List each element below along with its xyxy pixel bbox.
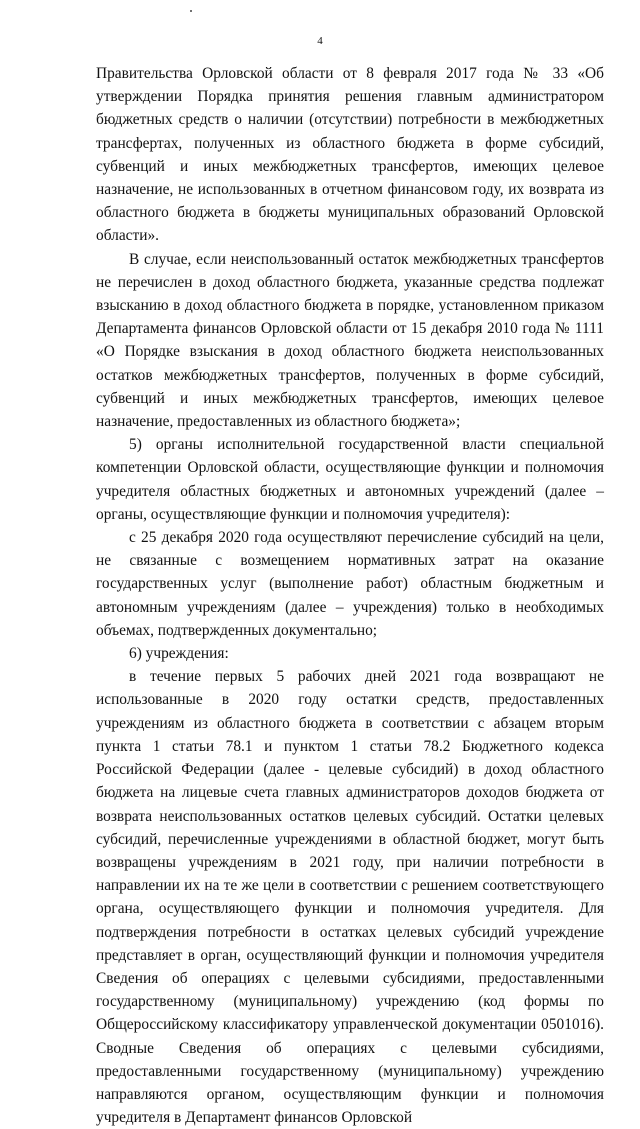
paragraph-item-6: 6) учреждения: <box>129 645 229 663</box>
paragraph-item-6-return: в течение первых 5 рабочих дней 2021 года возвращают не использованные в 2020 году остатки средств, предоставленных учреждениям из областного бюджета в соответствии с абзацем вторым пункта 1 статьи 78.1 и пунктом 1 статьи 78.2 Бюджетного кодекса Российской Федерации (далее - целевые субсидий) в доход областного бюджета на лицевые счета главных администраторов доходов бюджета от возврата неиспользованных остатков целевых субсидий. Остатки целевых субсидий, перечисленные учреждениями в областной бюджет, могут быть возвращены учреждениям в 2021 году, при наличии потребности в направлении их на те же цели в соответствии с решением соответствующего органа, осуществляющего функции и полномочия учредителя. Для подтверждения потребности в остатках целевых субсидий учреждение представляет в орган, осуществляющий функции и полномочия учредителя Сведения об операциях с целевыми субсидиями, предоставленными государственному (муниципальному) учреждению (код формы по Общероссийскому классификатору управленческой документации 0501016). Сводные Сведения об операциях с целевыми субсидиями, предоставленными государственному (муниципальному) учреждению направляются органом, осуществляющим функции и полномочия учредителя в Департамент финансов Орловской <box>96 668 604 1127</box>
page-number: 4 <box>317 35 323 47</box>
paragraph-item-5: 5) органы исполнительной государственной власти специальной компетенции Орловской области, осуществляющие функции и полномочия учредителя областных бюджетных и автономных учреждений (далее – органы, осуществляющие функции и полномочия учредителя): <box>96 436 604 523</box>
paragraph-continuation: Правительства Орловской области от 8 февраля 2017 года № 33 «Об утверждении Порядка принятия решения главным администратором бюджетных средств о наличии (отсутствии) потребности в межбюджетных трансфертах, полученных из областного бюджета в форме субсидий, субвенций и иных межбюджетных трансфертов, имеющих целевое назначение, не использованных в отчетном финансовом году, их возврата из областного бюджета в бюджеты муниципальных образований Орловской области». <box>96 65 604 245</box>
scan-artifact <box>190 10 192 12</box>
paragraph-unused-balance: В случае, если неиспользованный остаток межбюджетных трансфертов не перечислен в доход областного бюджета, указанные средства подлежат взысканию в доход областного бюджета в порядке, установленном приказом Департамента финансов Орловской области от 15 декабря 2010 года № 1111 «О Порядке взыскания в доход областного бюджета неиспользованных остатков межбюджетных трансфертов, полученных в форме субсидий, субвенций и иных межбюджетных трансфертов, имеющих целевое назначение, предоставленных из областного бюджета»; <box>96 250 604 431</box>
paragraph-item-5-subsidies: с 25 декабря 2020 года осуществляют перечисление субсидий на цели, не связанные с возмещением нормативных затрат на оказание государственных услуг (выполнение работ) областным бюджетным и автономным учреждениям (далее – учреждения) только в необходимых объемах, подтвержденных документально; <box>96 529 604 639</box>
document-body <box>96 62 604 1129</box>
